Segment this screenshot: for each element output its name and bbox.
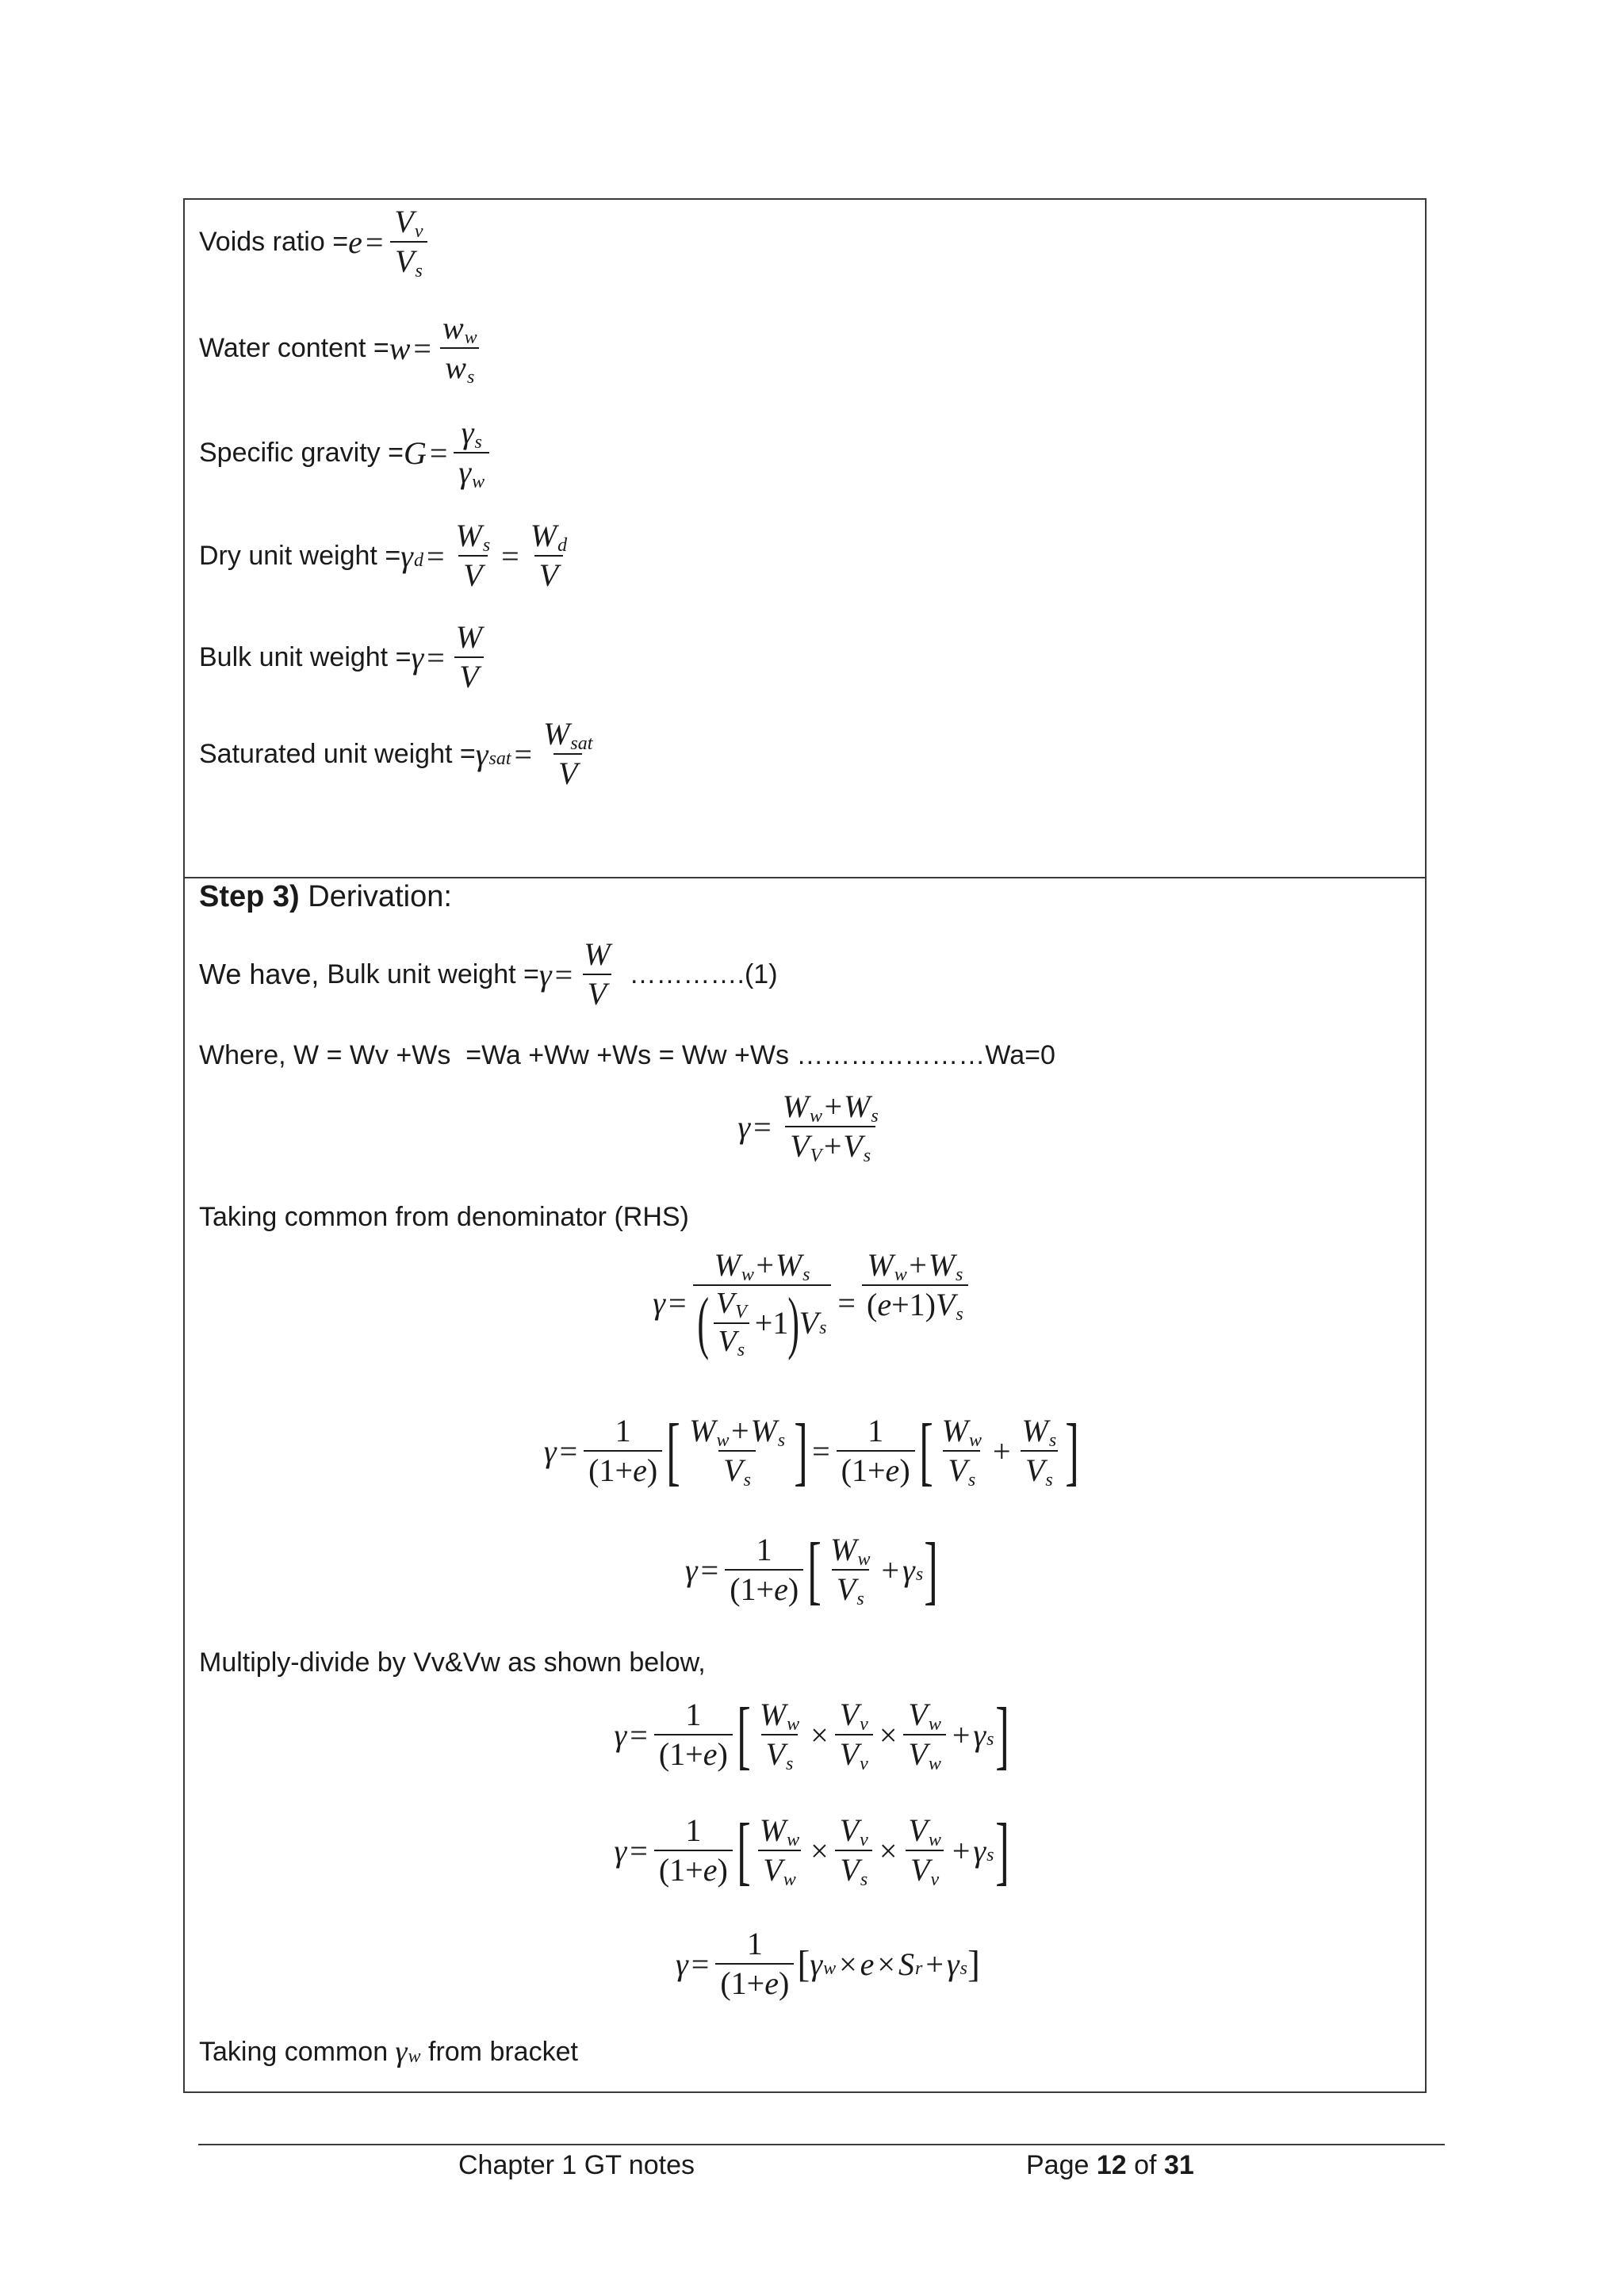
eq-common-denominator-formula: γ = $W_w+W_s$ ( $\frac{V_V}{V_s}$ +1 ) V $_s$ = $\frac{W_w+W_s}{(e+1)V_s}$ [653,1248,971,1359]
multiply-divide-line [199,1647,706,1678]
dry-unit-weight-formula: γ $_d$ = $\frac{W_s}{V}$ = $\frac{W_d}{V}$ [400,518,568,593]
eq-multiply-divide-1-formula: γ = $\frac{1}{(1+e)}$ [ $\frac{W_w}{V_s}$ × $\frac{V_v}{V_v}$ × $\frac{V_w}{V_w}$ + γ $_s$ ] [614,1692,1009,1777]
eq-multiply-divide-2-formula: γ = $\frac{1}{(1+e)}$ [ $\frac{W_w}{V_w}$ × $\frac{V_v}{V_s}$ × $\frac{V_w}{V_v}$ + γ $_s$ ] [614,1808,1009,1892]
eq1-tag: ………….(1) [629,959,778,989]
footer-chapter-text: Chapter 1 GT notes [458,2150,695,2180]
multiply-divide-text: Multiply-divide by Vv&Vw as shown below, [199,1647,706,1678]
taking-common-gamma-line [199,2034,578,2069]
specific-gravity-formula: G = $\frac{\gamma_s}{\gamma_w}$ [404,415,492,490]
footer-of-word: of [1126,2150,1164,2180]
step-title: Derivation: [299,880,452,913]
eq-gamma-s [0,1527,1624,1612]
voids-ratio-label: Voids ratio = [199,226,349,257]
eq-final [0,1927,1624,2001]
taking-common-gamma-post: from bracket [420,2036,578,2067]
eq-multiply-divide-1 [0,1692,1624,1777]
footer-page-current: 12 [1096,2150,1127,2180]
eq1-bulk-label: Bulk unit weight = [327,959,539,989]
step-number: Step 3) [199,880,300,913]
taking-common-gamma-pre: Taking common [199,2036,396,2067]
where-line [199,1040,1055,1071]
bulk-unit-weight-line [199,620,490,695]
footer-divider [198,2144,1445,2145]
taking-common-line [199,1202,689,1233]
eq-multiply-divide-2 [0,1808,1624,1892]
water-content-formula: w = $\frac{w_w}{w_s}$ [389,311,485,385]
gamma-w-symbol: γ $_w$ [395,2035,421,2068]
eq-common-denominator [0,1248,1624,1359]
eq1-line [199,937,778,1012]
saturated-unit-weight-line [199,717,600,791]
bulk-unit-weight-formula: γ = $\frac{W}{V}$ [411,619,483,695]
specific-gravity-label: Specific gravity = [199,437,404,468]
dry-unit-weight-label: Dry unit weight = [199,540,401,571]
footer-chapter [458,2150,695,2181]
footer-page-number [1026,2150,1194,2181]
footer-page-total: 31 [1163,2150,1194,2180]
eq-split-fraction [0,1408,1624,1493]
water-content-label: Water content = [199,332,389,363]
saturated-unit-weight-label: Saturated unit weight = [199,738,476,769]
specific-gravity-line [199,415,492,490]
voids-ratio-line [199,205,431,279]
eq-final-formula: γ = $\frac{1}{(1+e)}$ [ γ $_w$ × e × S $_r$ + γ $_s$ ] [676,1926,980,2001]
eq-gamma-ww-ws [0,1089,1624,1164]
eq-gamma-s-formula: γ = $\frac{1}{(1+e)}$ [ $\frac{W_w}{V_s}$ + γ $_s$ ] [684,1527,938,1612]
saturated-unit-weight-formula: γ $_{sat}$ = $\frac{W_{sat}}{V}$ [475,716,593,791]
bulk-unit-weight-label: Bulk unit weight = [199,641,412,672]
voids-ratio-formula: e = $\frac{V_v}{V_s}$ [348,205,431,279]
dry-unit-weight-line [199,519,575,593]
step-heading [199,880,452,914]
eq-split-fraction-formula: γ = $\frac{1}{(1+e)}$ [ $\frac{W_w+W_s}{V_s}$ ] = $\frac{1}{(1+e)}$ [ $\frac{W_w}{V_s}$ + $\frac{W_s}{V_s}$ ] [543,1408,1079,1493]
footer-page-word: Page [1026,2150,1097,2180]
where-text: Where, W = Wv +Ws =Wa +Ww +Ws = Ww +Ws …………………Wa=0 [199,1040,1055,1070]
taking-common-text: Taking common from denominator (RHS) [199,1202,689,1232]
eq-gamma-sum-formula: γ = $\frac{W_w+W_s}{V_V+V_s}$ [737,1089,879,1166]
water-content-line [199,310,485,388]
we-have-text: We have, [199,958,327,990]
eq1-formula: γ = $\frac{W}{V}$ [538,936,611,1012]
